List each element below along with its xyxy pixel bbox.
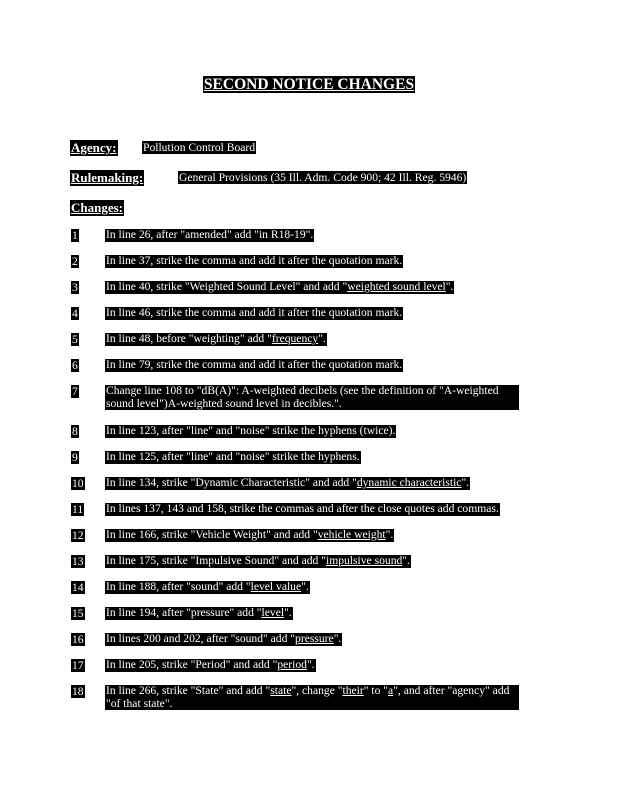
change-text: In line 205, strike "Period" and add "period".: [106, 658, 315, 671]
change-number: 12: [72, 529, 84, 542]
change-text: In line 40, strike "Weighted Sound Level" and add "weighted sound level".: [106, 280, 454, 293]
change-text: In line 26, after "amended" add "in R18-19".: [106, 228, 314, 241]
changes-label: Changes:: [71, 200, 124, 215]
change-number: 1: [72, 229, 78, 242]
change-text: In line 134, strike "Dynamic Characteristic" and add "dynamic characteristic".: [106, 476, 470, 489]
change-number: 8: [72, 425, 78, 438]
change-number: 9: [72, 451, 78, 464]
page-title: SECOND NOTICE CHANGES: [203, 76, 415, 93]
change-text: Change line 108 to "dB(A)": A-weighted decibels (see the definition of "A-weighted sound level")A-weighted sound level in decibles.".: [105, 385, 519, 410]
change-number: 10: [72, 477, 84, 490]
rulemaking-value: General Provisions (35 Ill. Adm. Code 900; 42 Ill. Reg. 5946): [179, 171, 467, 184]
change-number: 5: [72, 333, 78, 346]
agency-value: Pollution Control Board: [143, 141, 256, 154]
change-text: In lines 200 and 202, after "sound" add "pressure".: [106, 632, 342, 645]
change-number: 11: [72, 503, 84, 516]
change-text: In line 188, after "sound" add "level value".: [106, 580, 309, 593]
change-number: 15: [72, 607, 84, 620]
change-number: 14: [72, 581, 84, 594]
agency-label: Agency:: [71, 140, 117, 155]
change-number: 2: [72, 255, 78, 268]
change-number: 7: [72, 385, 78, 398]
change-number: 18: [72, 685, 84, 698]
change-text: In line 123, after "line" and "noise" strike the hyphens (twice).: [106, 424, 396, 437]
change-text: In line 46, strike the comma and add it after the quotation mark.: [106, 306, 403, 319]
change-number: 13: [72, 555, 84, 568]
change-text: In line 175, strike "Impulsive Sound" and add "impulsive sound".: [106, 554, 410, 567]
change-text: In line 266, strike "State" and add "state", change "their" to "a", and after "agency" add "of that state".: [105, 685, 519, 710]
change-text: In line 166, strike "Vehicle Weight" and add "vehicle weight".: [106, 528, 394, 541]
change-text: In line 79, strike the comma and add it after the quotation mark.: [106, 358, 403, 371]
change-number: 16: [72, 633, 84, 646]
change-number: 6: [72, 359, 78, 372]
change-text: In line 48, before "weighting" add "frequency".: [106, 332, 326, 345]
change-text: In line 125, after "line" and "noise" strike the hyphens.: [106, 450, 360, 463]
change-number: 3: [72, 281, 78, 294]
change-text: In line 37, strike the comma and add it after the quotation mark.: [106, 254, 403, 267]
rulemaking-label: Rulemaking:: [71, 170, 144, 185]
change-text: In line 194, after "pressure" add "level".: [106, 606, 292, 619]
change-text: In lines 137, 143 and 158, strike the commas and after the close quotes add commas.: [106, 502, 499, 515]
change-number: 17: [72, 659, 84, 672]
change-number: 4: [72, 307, 78, 320]
